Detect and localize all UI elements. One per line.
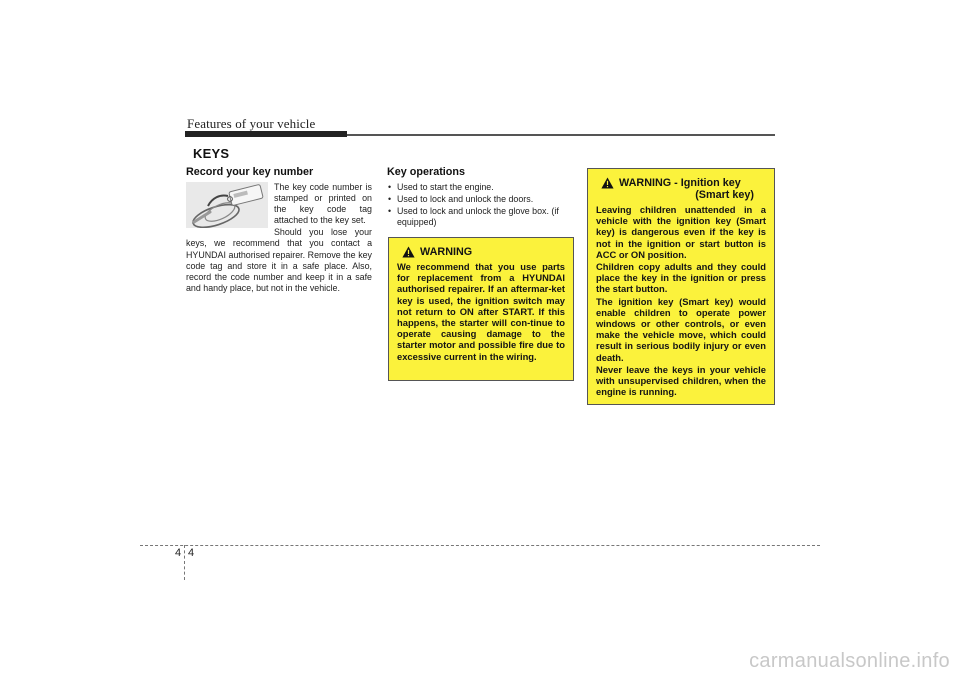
warning-box-ignition-key: [587, 168, 775, 405]
header-bar: [185, 131, 347, 137]
chapter-number: 4: [175, 547, 182, 559]
warning-body: [596, 204, 766, 397]
warning-title-line2: (Smart key): [695, 189, 754, 201]
warning-paragraph: Never leave the keys in your vehicle with unsupervised children, when the engine is running.: [596, 363, 766, 398]
key-operations-list: [387, 182, 577, 229]
footer-divider: [184, 545, 185, 580]
list-item: • Used to lock and unlock the glove box. (if equipped): [387, 206, 577, 230]
key-operations-heading: Key operations: [387, 166, 465, 178]
warning-triangle-icon: [601, 177, 614, 189]
header-title: Features of your vehicle: [187, 116, 316, 131]
list-item: • Used to lock and unlock the doors.: [387, 194, 577, 206]
footer-rule: [140, 545, 820, 546]
warning-triangle-icon: [402, 246, 415, 258]
header-rule: [347, 134, 775, 136]
record-key-para2: Should you lose your keys, we recommend that you contact a HYUNDAI authorised repairer. Remove the key code tag and store it in a safe place. Also, record the code number and keep it in a safe and handy place, but not in the vehicle.: [186, 227, 372, 293]
warning-title-line1: WARNING - Ignition key: [619, 177, 741, 189]
section-title: KEYS: [193, 146, 230, 161]
page-number: 4: [188, 547, 195, 559]
warning-box-aftermarket-key: [388, 237, 574, 381]
warning-title: [601, 177, 766, 201]
warning-title-text: WARNING: [420, 246, 473, 258]
record-key-para1: The key code number is stamped or printed on the key code tag attached to the key set.: [274, 182, 372, 226]
warning-paragraph: The ignition key (Smart key) would enable children to operate power windows or other controls, or even make the vehicle move, which could result in serious bodily injury or even death.: [596, 295, 766, 363]
warning-title: [402, 246, 565, 258]
list-item: • Used to start the engine.: [387, 182, 577, 194]
warning-paragraph: Leaving children unattended in a vehicle with the ignition key (Smart key) is dangerous even if the key is not in the ignition or start button is ACC or ON position.: [596, 204, 766, 260]
record-key-text: [186, 182, 372, 294]
warning-paragraph: Children copy adults and they could place the key in the ignition or press the start button.: [596, 261, 766, 295]
warning-body: We recommend that you use parts for replacement from a HYUNDAI authorised repairer. If an aftermar-ket key is used, the ignition switch may not return to ON after START. If this happens, the starter will con-tinue to operate causing damage to the starter motor and possible fire due to excessive current in the wiring.: [397, 261, 565, 362]
watermark: carmanualsonline.info: [749, 650, 950, 672]
record-key-heading: Record your key number: [186, 166, 314, 178]
